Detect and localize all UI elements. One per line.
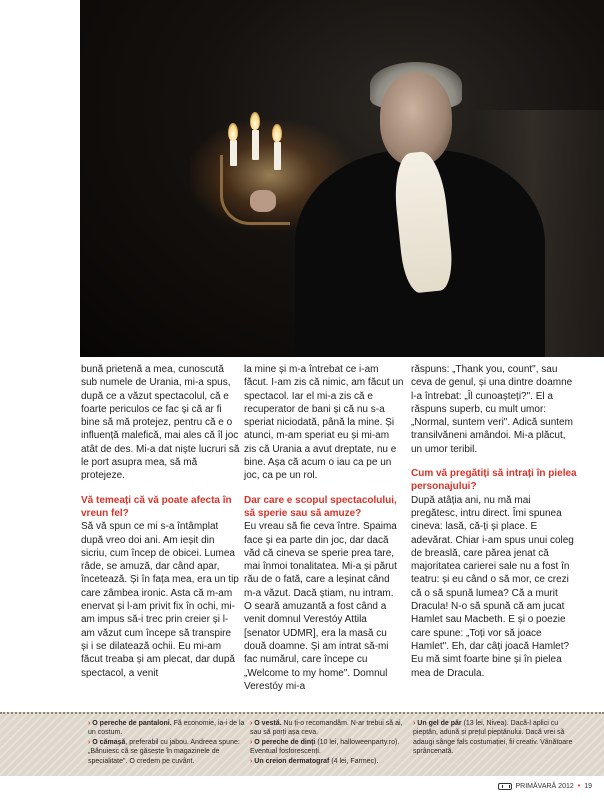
tip-item-text: (13 lei, Nivea). Dacă-l aplici cu pieptăn, adună și prețul pieptănului. Dacă vrei să adaugi sânge fals costumației, fii creativ. Vânătoare sprâncenată. (413, 720, 573, 756)
tip-item-text: (4 lei, Farmec). (329, 757, 379, 765)
tip-item (250, 719, 408, 738)
paragraph: răspuns: „Thank you, count", sau ceva de genul, și una dintre doamne l-a întrebat: „Îl cunoașteți?". El a răspuns superb, cu mult umor: „Normal, suntem veri". Adică suntem transilvăneni amândoi. Mi-a plăcut, un umor teribil. (411, 364, 573, 455)
paragraph: la mine și m-a întrebat ce i-am făcut. I-am zis că nimic, am făcut un spectacol. Iar el mi-a zis că e recuperator de bani și că nu s-a speriat niciodată, până la mine. Și atunci, m-am speriat eu și mi-am zis că Urania a avut dreptate, nu e bine. Așa că acum o iau ca pe un joc, ca pe un rol. (244, 364, 404, 482)
flame-icon (228, 123, 238, 141)
tip-item-text: Nu ți-o recomandăm. N-ar trebui să ai, sau să porți așa ceva. (250, 720, 403, 737)
tip-item-title: O cămașă (92, 738, 126, 746)
tip-item (250, 757, 408, 766)
chevron-right-icon: › (88, 738, 91, 746)
paragraph: Eu vreau să fie ceva între. Spaima face și ea parte din joc, dar dacă văd că cineva se sperie prea tare, mai înmoi tonalitatea. Mi-a și părut rău de o fată, care a leșinat când m-a văzut. Dacă știam, nu intram. O seară amuzantă a fost când a venit domnul Verestóy Attila [senator UDMR], era la masă cu două doamne. Și am intrat să-mi fac numărul, care începe cu „Welcome to my home". Domnul Verestóy mi-a (244, 521, 397, 692)
tip-item (88, 719, 246, 738)
tip-item (250, 738, 408, 757)
costume-tips-bar (0, 712, 604, 776)
tip-item (413, 719, 577, 757)
tip-item-text: (10 lei, halloweenparty.ro). Eventual fosforescenți. (250, 738, 400, 756)
tip-item-title: Un creion dermatograf (254, 757, 330, 765)
chevron-right-icon: › (250, 757, 253, 765)
chevron-right-icon: › (250, 738, 253, 746)
flame-icon (272, 124, 282, 142)
article-column-1 (81, 363, 241, 680)
tip-item (88, 738, 246, 766)
paragraph: Să vă spun ce mi s-a întâmplat după vreo doi ani. Am ieșit din sicriu, cum încep de obicei. Lumea râde, se amuză, dar când apar, încetează. Și în fața mea, era un tip care zâmbea ironic. Asta că m-am enervat și l-am privit fix în ochi, mi-am impus să-i trec prin creier și l-am văzut cum începe să transpire și i se dilatează ochii. Eu mi-am făcut treaba și am plecat, dar după spectacol, a venit (81, 521, 239, 679)
article-column-2 (244, 363, 404, 693)
page-number: 19 (584, 782, 592, 790)
footer-separator: • (577, 782, 581, 790)
issue-label: PRIMĂVARĂ 2012 (515, 782, 574, 790)
page-footer (498, 780, 592, 792)
tip-item-title: Un gel de păr (417, 720, 462, 727)
candle-icon (230, 140, 237, 166)
hand (250, 190, 276, 212)
interview-question: Dar care e scopul spectacolului, să sperie sau să amuze? (244, 494, 397, 519)
chevron-right-icon: › (413, 720, 416, 727)
candle-icon (252, 130, 259, 160)
chevron-right-icon: › (88, 720, 91, 727)
hero-photo (80, 0, 604, 357)
tip-item-title: O vestă. (254, 720, 282, 727)
candle-icon (274, 142, 281, 170)
chevron-right-icon: › (250, 720, 253, 727)
interview-question: Vă temeați că vă poate afecta în vreun fel? (81, 494, 232, 519)
tips-column-3 (413, 719, 577, 757)
magazine-logo-icon (498, 783, 512, 790)
tip-item-title: O pereche de dinți (254, 738, 316, 746)
tips-column-1 (88, 719, 246, 766)
tips-column-2 (250, 719, 408, 766)
interview-question: Cum vă pregătiți să intrați în pielea personajului? (411, 468, 577, 493)
tip-item-text: , preferabil cu jabou. Andreea spune: „Bănuiesc că se găsește în magazinele de specialitate". O credem pe cuvânt. (88, 738, 240, 765)
paragraph: bună prietenă a mea, cunoscută sub numele de Urania, mi-a spus, după ce a văzut spectacolul, că e foarte periculos ce fac și că ar fi bine să mă protejez, pentru că e o influență malefică, mai ales că îl joc atât de des. Mi-a dat niște lucruri să le port asupra mea, să mă protejeze. (81, 364, 240, 482)
tip-item-text: Fă economie, ia-i de la un costum. (88, 720, 245, 737)
paragraph: După atâția ani, nu mă mai pregătesc, intru direct. Îmi spunea cineva: lasă, că-ți și place. E adevărat. Chiar i-am spus unui coleg de breaslă, care părea jenat că majoritatea carierei sale nu a fost în teatru: și eu când o să mor, ce crezi că o să spună lumea? Că a murit Dracula! N-o să spună că am jucat Hamlet sau Macbeth. E și o poezie care spune: „Toți vor să joace Hamlet". Eh, dar câți joacă Hamlet? Eu mă simt foarte bine și în pielea mea de Dracula. (411, 494, 574, 679)
tip-item-title: O pereche de pantaloni. (92, 720, 172, 727)
flame-icon (250, 112, 260, 130)
article-column-3 (411, 363, 577, 680)
